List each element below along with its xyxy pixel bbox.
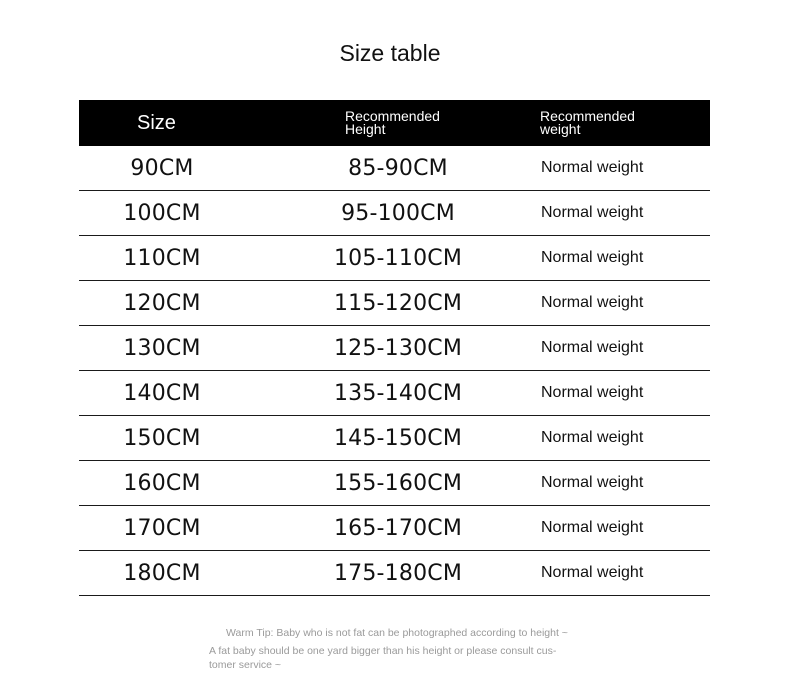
header-height-line1: Recommended xyxy=(345,108,440,124)
size-table xyxy=(79,100,710,596)
warm-tip-line2-block xyxy=(209,644,589,672)
size-cell: 110CM xyxy=(123,245,201,271)
table-row xyxy=(79,416,710,461)
weight-cell: Normal weight xyxy=(541,339,644,356)
size-cell: 100CM xyxy=(123,200,201,226)
weight-cell: Normal weight xyxy=(541,159,644,176)
size-cell: 90CM xyxy=(130,155,194,181)
size-cell: 130CM xyxy=(123,335,201,361)
size-cell: 170CM xyxy=(123,515,201,541)
height-cell: 95-100CM xyxy=(341,200,455,226)
table-row xyxy=(79,191,710,236)
header-weight-line1: Recommended xyxy=(540,108,635,124)
table-row xyxy=(79,326,710,371)
warm-tip-line2: A fat baby should be one yard bigger than his height or please consult cus- xyxy=(209,645,557,657)
table-header xyxy=(79,100,710,146)
height-cell: 125-130CM xyxy=(333,335,463,361)
header-recommended-weight xyxy=(540,100,660,146)
height-cell: 175-180CM xyxy=(333,560,463,586)
warm-tip-line3: tomer service ~ xyxy=(209,659,282,671)
table-row xyxy=(79,506,710,551)
height-cell: 155-160CM xyxy=(333,470,463,496)
size-cell: 140CM xyxy=(123,380,201,406)
height-cell: 165-170CM xyxy=(333,515,463,541)
weight-cell: Normal weight xyxy=(541,429,644,446)
weight-cell: Normal weight xyxy=(541,474,644,491)
height-cell: 135-140CM xyxy=(333,380,463,406)
weight-cell: Normal weight xyxy=(541,519,644,536)
table-row xyxy=(79,236,710,281)
warm-tip-line1: Warm Tip: Baby who is not fat can be photographed according to height ~ xyxy=(226,627,568,639)
height-cell: 145-150CM xyxy=(333,425,463,451)
table-row xyxy=(79,551,710,596)
weight-cell: Normal weight xyxy=(541,294,644,311)
table-row xyxy=(79,146,710,191)
weight-cell: Normal weight xyxy=(541,204,644,221)
height-cell: 115-120CM xyxy=(333,290,463,316)
weight-cell: Normal weight xyxy=(541,384,644,401)
size-cell: 120CM xyxy=(123,290,201,316)
table-row xyxy=(79,281,710,326)
size-cell: 180CM xyxy=(123,560,201,586)
header-height-line2: Height xyxy=(345,121,386,137)
page-title: Size table xyxy=(339,40,441,66)
weight-cell: Normal weight xyxy=(541,564,644,581)
header-size: Size xyxy=(137,111,176,134)
header-recommended-height xyxy=(345,100,475,146)
table-row xyxy=(79,461,710,506)
size-cell: 150CM xyxy=(123,425,201,451)
height-cell: 105-110CM xyxy=(333,245,463,271)
header-weight-line2: weight xyxy=(540,121,581,137)
weight-cell: Normal weight xyxy=(541,249,644,266)
table-row xyxy=(79,371,710,416)
size-cell: 160CM xyxy=(123,470,201,496)
height-cell: 85-90CM xyxy=(348,155,448,181)
